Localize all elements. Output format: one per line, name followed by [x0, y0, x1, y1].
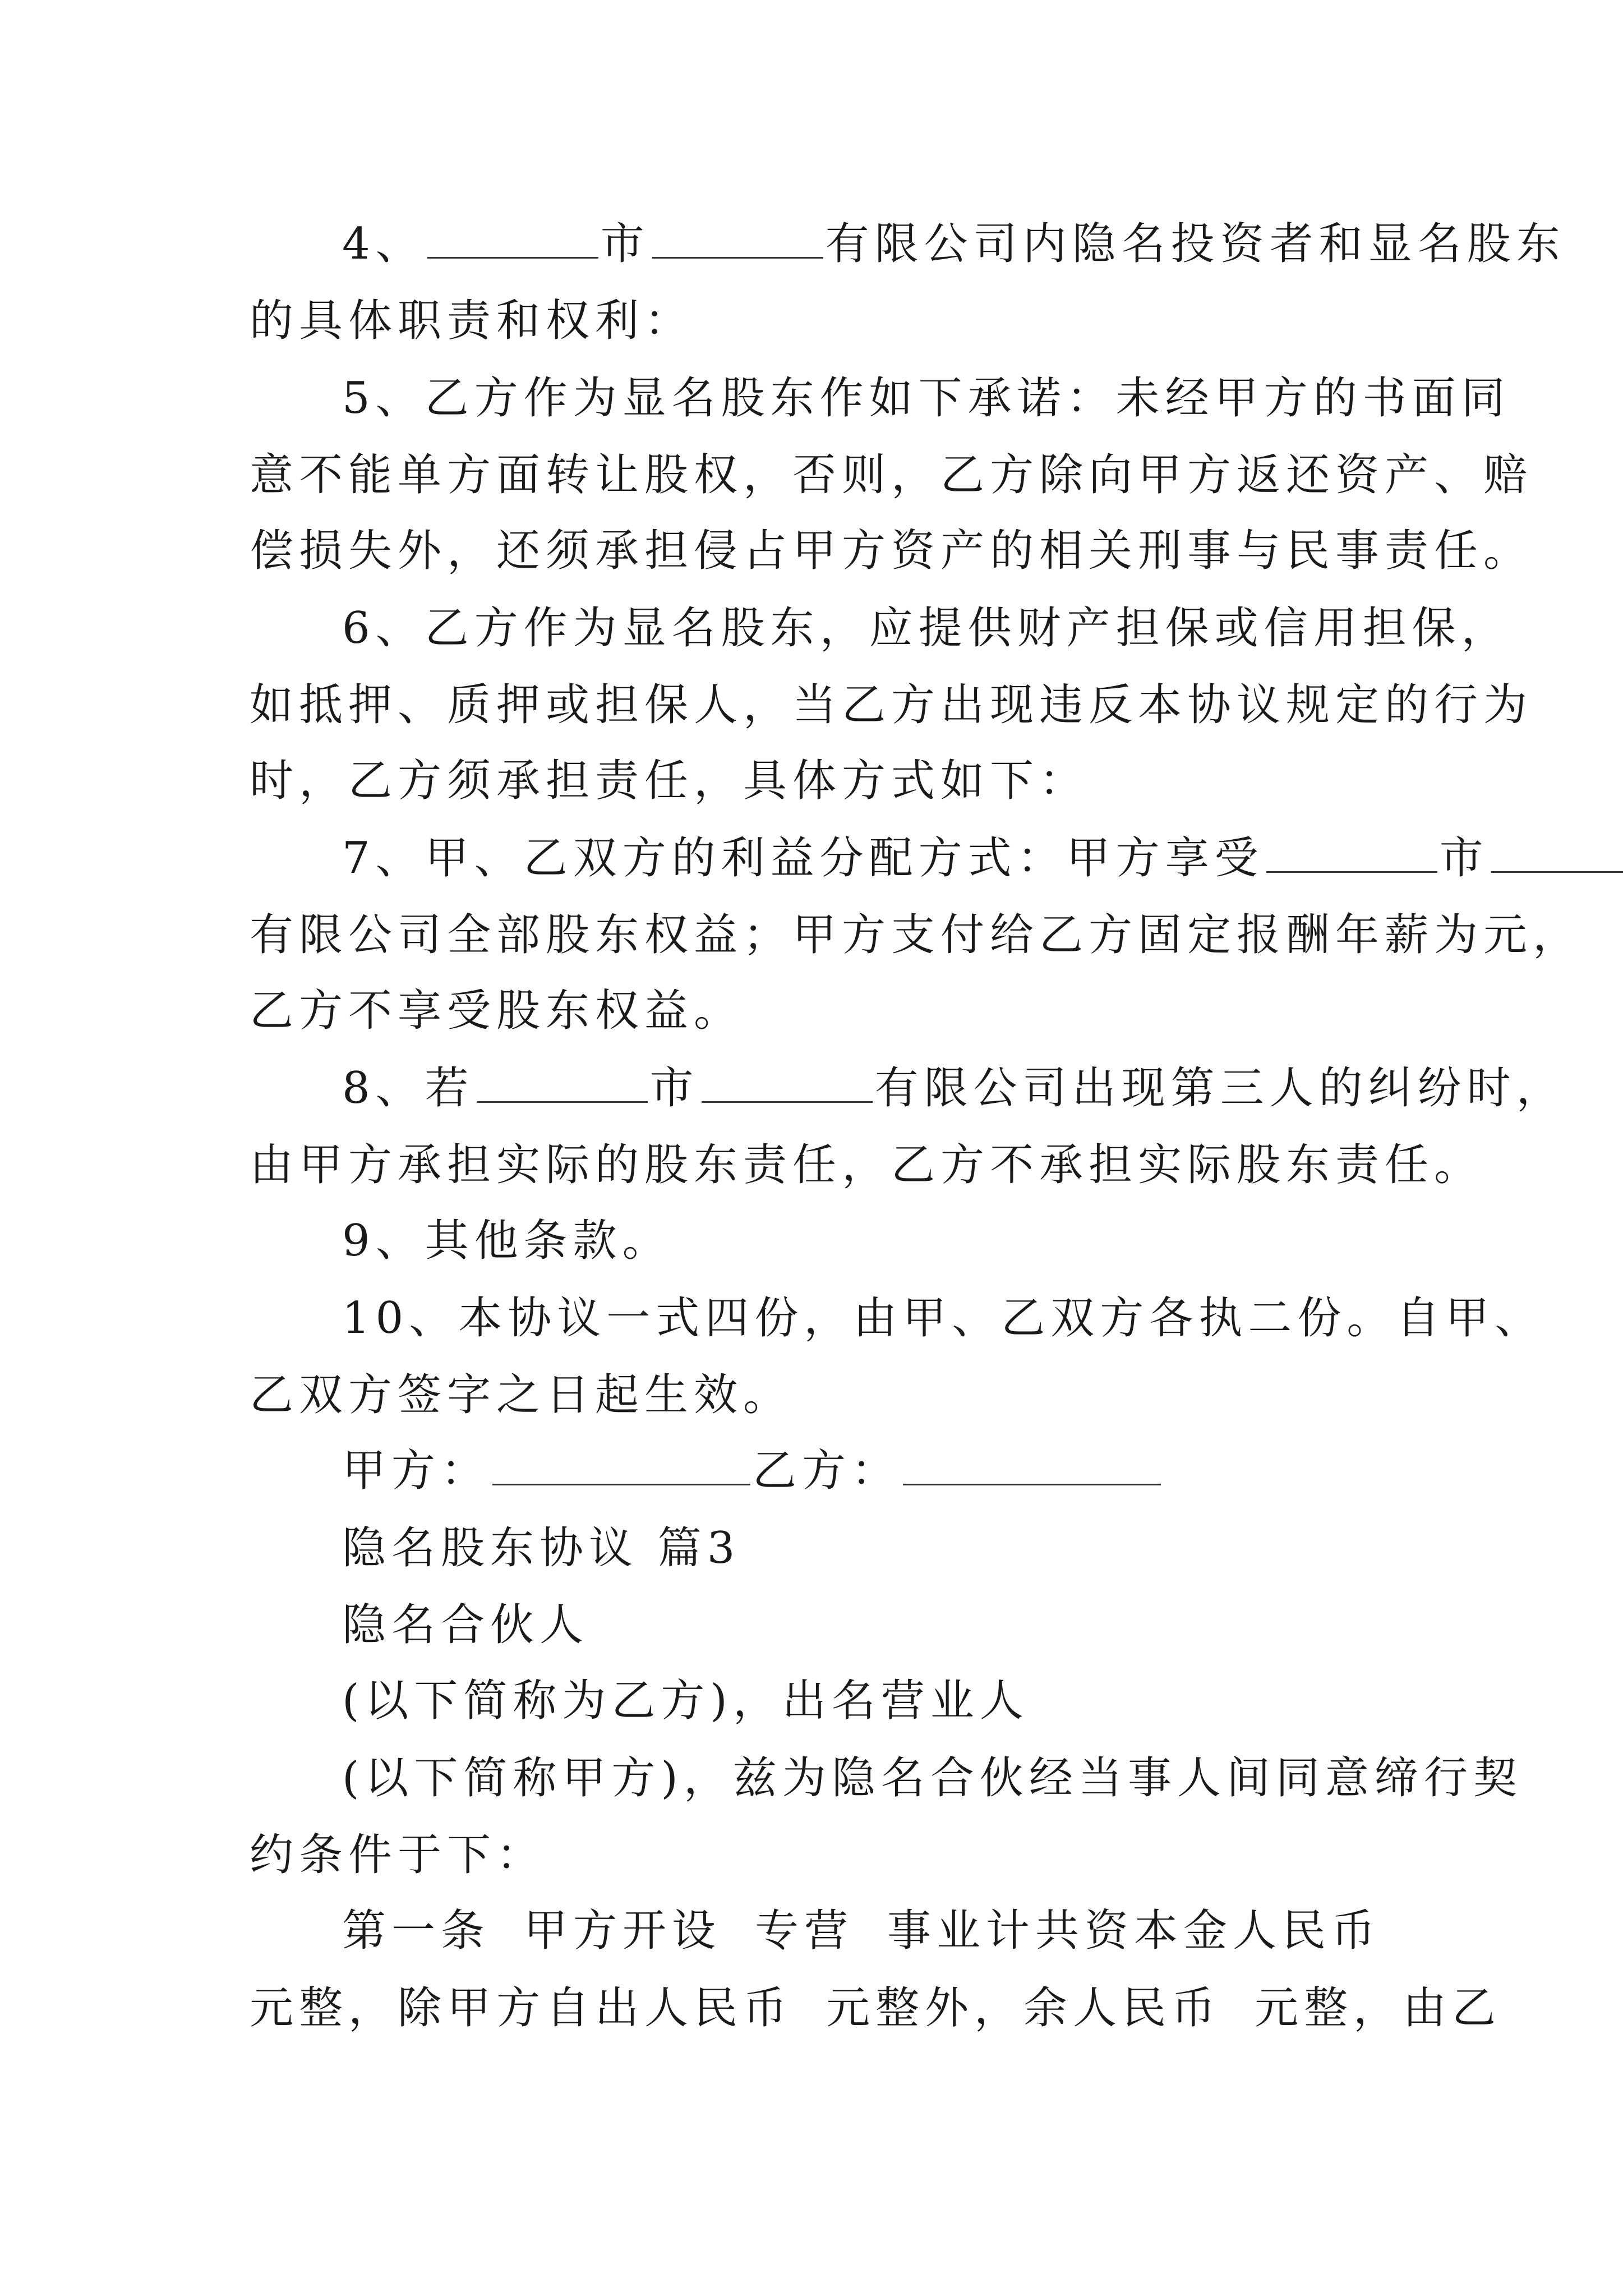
clause-10-line-2: 乙双方签字之日起生效。: [250, 1370, 793, 1420]
clause-8-number: 8、若: [342, 1063, 474, 1114]
clause-4-text: 有限公司内隐名投资者和显名股东: [825, 219, 1566, 269]
clause-4-number: 4、: [342, 219, 425, 269]
article-1-text-e: 元整外，余人民币: [826, 1983, 1221, 2033]
party-a-signature-field: [492, 1446, 750, 1485]
signature-line: [342, 1432, 1163, 1510]
article-1-text-f: 元整，由乙: [1255, 1983, 1502, 2033]
clause-6-line-2: 如抵押、质押或担保人，当乙方出现违反本协议规定的行为: [250, 680, 1533, 730]
article-1-number: 第一条: [342, 1906, 491, 1956]
article-1-text-b: 专营: [755, 1906, 854, 1956]
clause-10-line-1: 10、本协议一式四份，由甲、乙双方各执二份。自甲、: [342, 1293, 1544, 1343]
clause-8-line-1: [342, 1049, 1566, 1128]
blank-company-field: [702, 1063, 873, 1103]
clause-6-line-3: 时，乙方须承担责任，具体方式如下：: [250, 756, 1089, 806]
clause-7-line-1: [342, 819, 1623, 898]
clause-5-line-3: 偿损失外，还须承担侵占甲方资产的相关刑事与民事责任。: [250, 526, 1533, 576]
clause-4-line-2: 的具体职责和权利：: [250, 296, 694, 346]
city-label: 市: [600, 219, 650, 269]
clause-7-line-3: 乙方不享受股东权益。: [250, 986, 744, 1036]
clause-8-line-2: 由甲方承担实际的股东责任，乙方不承担实际股东责任。: [250, 1140, 1484, 1190]
article-1-text-c: 事业计共资本金人民币: [887, 1906, 1381, 1956]
party-b-signature-field: [903, 1446, 1161, 1485]
article-1-text-d: 元整，除甲方自出人民币: [250, 1983, 793, 2033]
blank-city-field: [477, 1063, 648, 1103]
city-label: 市: [649, 1063, 699, 1114]
clause-4-line-1: [342, 205, 1566, 283]
clause-9: 9、其他条款。: [342, 1216, 672, 1266]
blank-city-field: [427, 219, 598, 259]
clause-5-line-1: 5、乙方作为显名股东作如下承诺：未经甲方的书面同: [342, 373, 1511, 424]
clause-7-line-2: 有限公司全部股东权益；甲方支付给乙方固定报酬年薪为元，: [250, 910, 1583, 960]
note-party-a-line-2: 约条件于下：: [250, 1830, 546, 1880]
blank-company-field: [652, 219, 823, 259]
blank-company-field: [1491, 833, 1623, 873]
article-1-line-1: [342, 1892, 1381, 1970]
note-party-b: (以下简称为乙方)，出名营业人: [342, 1676, 1029, 1726]
clause-6-line-1: 6、乙方作为显名股东，应提供财产担保或信用担保，: [342, 603, 1511, 654]
article-1-text-a: 甲方开设: [524, 1906, 722, 1956]
article-1-line-2: [250, 1969, 1501, 2047]
party-b-label: 乙方：: [753, 1446, 901, 1496]
clause-8-text: 有限公司出现第三人的纠纷时，: [874, 1063, 1566, 1114]
party-a-label: 甲方：: [342, 1446, 491, 1496]
city-label: 市: [1439, 833, 1489, 884]
blank-city-field: [1266, 833, 1437, 873]
note-party-a-line-1: (以下简称甲方)，兹为隐名合伙经当事人间同意缔行契: [342, 1753, 1523, 1803]
clause-7-text: 7、甲、乙双方的利益分配方式：甲方享受: [342, 833, 1264, 884]
section-heading: 隐名股东协议 篇3: [342, 1523, 741, 1573]
silent-partner-label: 隐名合伙人: [342, 1600, 589, 1650]
clause-5-line-2: 意不能单方面转让股权，否则，乙方除向甲方返还资产、赔: [250, 450, 1533, 500]
